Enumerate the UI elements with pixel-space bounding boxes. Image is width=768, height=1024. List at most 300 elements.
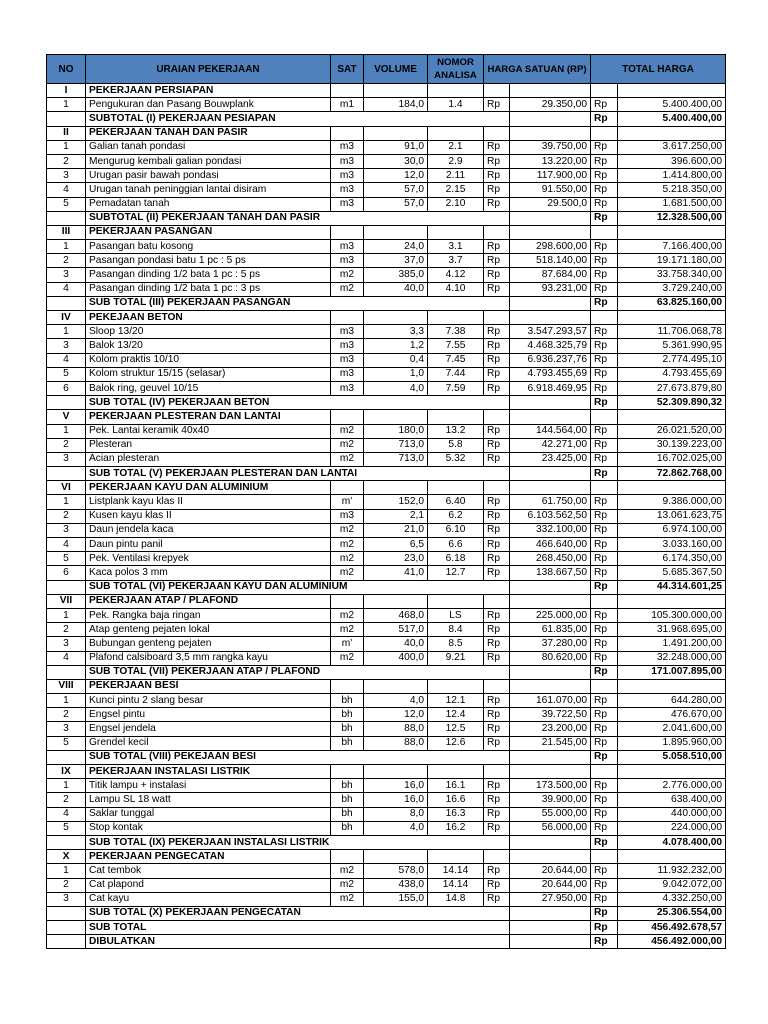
row-currency: Rp xyxy=(591,637,618,651)
row-description: Acian plesteran xyxy=(86,452,331,466)
row-unit: m3 xyxy=(331,325,364,339)
table-row xyxy=(47,623,726,637)
row-volume: 41,0 xyxy=(364,566,428,580)
subtotal-value: 456.492.000,00 xyxy=(618,935,726,949)
row-no: 1 xyxy=(47,98,86,112)
subtotal-value: 456.492.678,57 xyxy=(618,921,726,935)
row-analisa: 7.44 xyxy=(428,367,484,381)
table-row xyxy=(47,367,726,381)
row-unit: bh xyxy=(331,821,364,835)
row-no: X xyxy=(47,850,86,864)
row-currency: Rp xyxy=(591,807,618,821)
table-row xyxy=(47,197,726,211)
row-description: Engsel jendela xyxy=(86,722,331,736)
table-row xyxy=(47,694,726,708)
row-unit: m3 xyxy=(331,197,364,211)
row-no: 3 xyxy=(47,169,86,183)
row-no: 1 xyxy=(47,608,86,622)
table-row xyxy=(47,708,726,722)
row-no: 1 xyxy=(47,694,86,708)
row-unit: m3 xyxy=(331,169,364,183)
row-currency: Rp xyxy=(591,722,618,736)
row-no: 6 xyxy=(47,566,86,580)
row-total: 7.166.400,00 xyxy=(618,240,726,254)
row-analisa: 6.18 xyxy=(428,552,484,566)
cell-analisa xyxy=(428,410,484,424)
cell-total xyxy=(618,765,726,779)
row-unit-price: 518.140,00 xyxy=(510,254,591,268)
row-total: 5.685.367,50 xyxy=(618,566,726,580)
row-currency: Rp xyxy=(484,325,510,339)
row-analisa: 4.10 xyxy=(428,282,484,296)
row-unit-price: 298.600,00 xyxy=(510,240,591,254)
table-row xyxy=(47,509,726,523)
cell-no xyxy=(47,112,86,126)
row-total: 3.729.240,00 xyxy=(618,282,726,296)
row-currency: Rp xyxy=(484,495,510,509)
row-currency: Rp xyxy=(484,523,510,537)
row-currency: Rp xyxy=(591,424,618,438)
cell-no xyxy=(47,396,86,410)
row-total: 440.000,00 xyxy=(618,807,726,821)
cell-volume xyxy=(364,84,428,98)
row-currency: Rp xyxy=(484,807,510,821)
row-no: VIII xyxy=(47,679,86,693)
row-analisa: 2.11 xyxy=(428,169,484,183)
cell-sat xyxy=(331,765,364,779)
subtotal-row xyxy=(47,750,726,764)
cell-blank xyxy=(510,467,591,481)
row-currency: Rp xyxy=(484,140,510,154)
cell-analisa xyxy=(428,594,484,608)
row-currency: Rp xyxy=(591,282,618,296)
row-unit: m2 xyxy=(331,892,364,906)
row-analisa: 7.38 xyxy=(428,325,484,339)
row-analisa: 16.2 xyxy=(428,821,484,835)
row-currency: Rp xyxy=(591,197,618,211)
cell-blank xyxy=(510,112,591,126)
cell-analisa xyxy=(428,84,484,98)
row-unit-price: 161.070,00 xyxy=(510,694,591,708)
cell-no xyxy=(47,906,86,920)
row-total: 5.218.350,00 xyxy=(618,183,726,197)
subtotal-value: 12.328.500,00 xyxy=(618,211,726,225)
row-currency: Rp xyxy=(484,339,510,353)
subtotal-value: 63.825.160,00 xyxy=(618,296,726,310)
section-title: PEKERJAAN ATAP / PLAFOND xyxy=(86,594,331,608)
row-volume: 12,0 xyxy=(364,708,428,722)
row-volume: 713,0 xyxy=(364,452,428,466)
row-description: Kusen kayu klas II xyxy=(86,509,331,523)
cell-no xyxy=(47,467,86,481)
row-description: Urugan tanah peninggian lantai disiram xyxy=(86,183,331,197)
header-total-harga: TOTAL HARGA xyxy=(591,55,726,84)
subtotal-label: SUB TOTAL (IX) PEKERJAAN INSTALASI LISTRIK xyxy=(86,835,510,849)
row-total: 9.042.072,00 xyxy=(618,878,726,892)
row-unit-price: 61.835,00 xyxy=(510,623,591,637)
row-analisa: 12.5 xyxy=(428,722,484,736)
row-description: Kunci pintu 2 slang besar xyxy=(86,694,331,708)
row-analisa: 7.59 xyxy=(428,381,484,395)
cell-volume xyxy=(364,410,428,424)
row-unit: m3 xyxy=(331,183,364,197)
cell-rp xyxy=(484,410,510,424)
subtotal-row xyxy=(47,296,726,310)
row-currency: Rp xyxy=(484,282,510,296)
row-unit: bh xyxy=(331,793,364,807)
cell-analisa xyxy=(428,311,484,325)
table-row xyxy=(47,807,726,821)
row-analisa: 14.8 xyxy=(428,892,484,906)
cell-rp xyxy=(484,481,510,495)
row-no: 4 xyxy=(47,282,86,296)
table-row xyxy=(47,353,726,367)
row-analisa: 13.2 xyxy=(428,424,484,438)
row-unit: m2 xyxy=(331,523,364,537)
cell-no xyxy=(47,296,86,310)
row-currency: Rp xyxy=(591,325,618,339)
row-volume: 16,0 xyxy=(364,779,428,793)
cell-rp xyxy=(484,225,510,239)
row-unit-price: 268.450,00 xyxy=(510,552,591,566)
row-no: 2 xyxy=(47,878,86,892)
row-unit: m3 xyxy=(331,509,364,523)
section-title: PEKERJAAN TANAH DAN PASIR xyxy=(86,126,331,140)
row-currency: Rp xyxy=(484,651,510,665)
row-analisa: 3.7 xyxy=(428,254,484,268)
row-no: 5 xyxy=(47,552,86,566)
subtotal-currency: Rp xyxy=(591,296,618,310)
row-currency: Rp xyxy=(591,98,618,112)
row-unit: m2 xyxy=(331,282,364,296)
row-volume: 21,0 xyxy=(364,523,428,537)
cell-total xyxy=(618,679,726,693)
row-volume: 88,0 xyxy=(364,736,428,750)
row-currency: Rp xyxy=(484,892,510,906)
table-row xyxy=(47,552,726,566)
cell-rp xyxy=(591,410,618,424)
cell-harga-satuan xyxy=(510,311,591,325)
table-row xyxy=(47,651,726,665)
row-currency: Rp xyxy=(591,339,618,353)
cell-rp xyxy=(591,84,618,98)
row-volume: 88,0 xyxy=(364,722,428,736)
cell-sat xyxy=(331,84,364,98)
row-currency: Rp xyxy=(591,651,618,665)
row-no: IX xyxy=(47,765,86,779)
row-unit: m2 xyxy=(331,566,364,580)
row-volume: 30,0 xyxy=(364,154,428,168)
row-currency: Rp xyxy=(591,353,618,367)
row-currency: Rp xyxy=(484,623,510,637)
row-unit-price: 117.900,00 xyxy=(510,169,591,183)
section-title: PEKEJAAN BETON xyxy=(86,311,331,325)
section-header-row xyxy=(47,84,726,98)
cell-rp xyxy=(591,765,618,779)
row-currency: Rp xyxy=(591,495,618,509)
table-row xyxy=(47,254,726,268)
row-analisa: 3.1 xyxy=(428,240,484,254)
cell-rp xyxy=(591,225,618,239)
row-total: 224.000,00 xyxy=(618,821,726,835)
row-no: 3 xyxy=(47,523,86,537)
row-unit-price: 225.000,00 xyxy=(510,608,591,622)
row-volume: 91,0 xyxy=(364,140,428,154)
cell-volume xyxy=(364,594,428,608)
row-analisa: 12.1 xyxy=(428,694,484,708)
table-row xyxy=(47,169,726,183)
row-description: Cat plapond xyxy=(86,878,331,892)
row-currency: Rp xyxy=(484,509,510,523)
section-title: PEKERJAAN PLESTERAN DAN LANTAI xyxy=(86,410,331,424)
row-currency: Rp xyxy=(591,864,618,878)
subtotal-row xyxy=(47,112,726,126)
cell-volume xyxy=(364,225,428,239)
row-no: 1 xyxy=(47,424,86,438)
row-volume: 517,0 xyxy=(364,623,428,637)
row-description: Listplank kayu klas II xyxy=(86,495,331,509)
row-currency: Rp xyxy=(591,154,618,168)
row-no: 2 xyxy=(47,438,86,452)
subtotal-label: SUB TOTAL (VIII) PEKEJAAN BESI xyxy=(86,750,510,764)
cell-sat xyxy=(331,679,364,693)
section-title: PEKERJAAN PASANGAN xyxy=(86,225,331,239)
header-harga-satuan: HARGA SATUAN (RP) xyxy=(484,55,591,84)
subtotal-label: SUB TOTAL (IV) PEKERJAAN BETON xyxy=(86,396,510,410)
row-total: 11.932.232,00 xyxy=(618,864,726,878)
cell-blank xyxy=(510,835,591,849)
row-unit: bh xyxy=(331,722,364,736)
subtotal-currency: Rp xyxy=(591,935,618,949)
row-no: 6 xyxy=(47,381,86,395)
subtotal-label: SUBTOTAL (I) PEKERJAAN PESIAPAN xyxy=(86,112,510,126)
row-analisa: 1.4 xyxy=(428,98,484,112)
row-total: 3.617.250,00 xyxy=(618,140,726,154)
row-volume: 37,0 xyxy=(364,254,428,268)
row-currency: Rp xyxy=(484,821,510,835)
row-description: Plafond calsiboard 3,5 mm rangka kayu xyxy=(86,651,331,665)
row-description: Pengukuran dan Pasang Bouwplank xyxy=(86,98,331,112)
row-description: Atap genteng pejaten lokal xyxy=(86,623,331,637)
row-no: I xyxy=(47,84,86,98)
section-title: PEKERJAAN KAYU DAN ALUMINIUM xyxy=(86,481,331,495)
row-unit-price: 80.620,00 xyxy=(510,651,591,665)
subtotal-value: 72.862.768,00 xyxy=(618,467,726,481)
row-volume: 2,1 xyxy=(364,509,428,523)
table-row xyxy=(47,892,726,906)
row-unit-price: 39.900,00 xyxy=(510,793,591,807)
row-analisa: 2.1 xyxy=(428,140,484,154)
row-description: Grendel kecil xyxy=(86,736,331,750)
row-unit-price: 39.750,00 xyxy=(510,140,591,154)
row-unit-price: 4.793.455,69 xyxy=(510,367,591,381)
cell-harga-satuan xyxy=(510,84,591,98)
row-description: Sloop 13/20 xyxy=(86,325,331,339)
row-currency: Rp xyxy=(591,438,618,452)
row-analisa: 9.21 xyxy=(428,651,484,665)
table-row xyxy=(47,282,726,296)
subtotal-value: 25.306.554,00 xyxy=(618,906,726,920)
subtotal-label: SUB TOTAL (VII) PEKERJAAN ATAP / PLAFOND xyxy=(86,665,510,679)
row-description: Lampu SL 18 watt xyxy=(86,793,331,807)
cell-rp xyxy=(591,311,618,325)
row-volume: 180,0 xyxy=(364,424,428,438)
cell-blank xyxy=(510,211,591,225)
row-currency: Rp xyxy=(591,779,618,793)
row-no: 5 xyxy=(47,736,86,750)
row-currency: Rp xyxy=(484,183,510,197)
cell-rp xyxy=(484,84,510,98)
row-unit-price: 55.000,00 xyxy=(510,807,591,821)
row-volume: 4,0 xyxy=(364,821,428,835)
row-no: 2 xyxy=(47,509,86,523)
row-volume: 4,0 xyxy=(364,694,428,708)
table-row xyxy=(47,98,726,112)
cell-harga-satuan xyxy=(510,126,591,140)
cell-harga-satuan xyxy=(510,410,591,424)
subtotal-value: 52.309.890,32 xyxy=(618,396,726,410)
row-total: 6.974.100,00 xyxy=(618,523,726,537)
subtotal-row xyxy=(47,935,726,949)
cell-sat xyxy=(331,850,364,864)
subtotal-currency: Rp xyxy=(591,906,618,920)
subtotal-currency: Rp xyxy=(591,112,618,126)
row-currency: Rp xyxy=(591,240,618,254)
row-currency: Rp xyxy=(484,608,510,622)
row-unit: m2 xyxy=(331,608,364,622)
cell-no xyxy=(47,750,86,764)
row-no: 5 xyxy=(47,367,86,381)
row-total: 2.041.600,00 xyxy=(618,722,726,736)
row-unit-price: 13.220,00 xyxy=(510,154,591,168)
table-row xyxy=(47,538,726,552)
row-currency: Rp xyxy=(484,864,510,878)
cell-rp xyxy=(484,311,510,325)
table-row xyxy=(47,779,726,793)
row-unit: m2 xyxy=(331,424,364,438)
section-header-row xyxy=(47,126,726,140)
cell-analisa xyxy=(428,481,484,495)
row-volume: 8,0 xyxy=(364,807,428,821)
row-volume: 40,0 xyxy=(364,282,428,296)
row-unit-price: 29.350,00 xyxy=(510,98,591,112)
row-description: Bubungan genteng pejaten xyxy=(86,637,331,651)
row-no: V xyxy=(47,410,86,424)
row-total: 1.491.200,00 xyxy=(618,637,726,651)
subtotal-row xyxy=(47,211,726,225)
row-unit: m2 xyxy=(331,438,364,452)
cell-analisa xyxy=(428,679,484,693)
subtotal-label: SUB TOTAL xyxy=(86,921,510,935)
row-volume: 24,0 xyxy=(364,240,428,254)
row-analisa: 12.7 xyxy=(428,566,484,580)
row-description: Galian tanah pondasi xyxy=(86,140,331,154)
row-volume: 184,0 xyxy=(364,98,428,112)
cell-blank xyxy=(510,665,591,679)
row-unit-price: 23.425,00 xyxy=(510,452,591,466)
row-volume: 713,0 xyxy=(364,438,428,452)
row-unit: bh xyxy=(331,807,364,821)
row-unit: m2 xyxy=(331,552,364,566)
cell-blank xyxy=(510,935,591,949)
cell-no xyxy=(47,921,86,935)
row-description: Saklar tunggal xyxy=(86,807,331,821)
cell-analisa xyxy=(428,126,484,140)
row-unit: bh xyxy=(331,736,364,750)
cell-no xyxy=(47,580,86,594)
row-analisa: 2.15 xyxy=(428,183,484,197)
row-unit-price: 29.500,0 xyxy=(510,197,591,211)
row-unit-price: 23.200,00 xyxy=(510,722,591,736)
cell-volume xyxy=(364,311,428,325)
header-uraian: URAIAN PEKERJAAN xyxy=(86,55,331,84)
row-volume: 3,3 xyxy=(364,325,428,339)
table-row xyxy=(47,438,726,452)
subtotal-value: 5.058.510,00 xyxy=(618,750,726,764)
section-title: PEKERJAAN PERSIAPAN xyxy=(86,84,331,98)
row-no: 3 xyxy=(47,722,86,736)
row-volume: 385,0 xyxy=(364,268,428,282)
row-no: 1 xyxy=(47,140,86,154)
row-unit-price: 20.644,00 xyxy=(510,864,591,878)
row-total: 4.332.250,00 xyxy=(618,892,726,906)
row-analisa: 4.12 xyxy=(428,268,484,282)
row-analisa: 16.3 xyxy=(428,807,484,821)
row-no: 3 xyxy=(47,637,86,651)
row-volume: 0,4 xyxy=(364,353,428,367)
row-total: 30.139.223,00 xyxy=(618,438,726,452)
row-total: 33.758.340,00 xyxy=(618,268,726,282)
subtotal-row xyxy=(47,665,726,679)
cell-total xyxy=(618,850,726,864)
row-unit: m3 xyxy=(331,381,364,395)
row-total: 27.673.879,80 xyxy=(618,381,726,395)
row-currency: Rp xyxy=(591,538,618,552)
subtotal-value: 5.400.400,00 xyxy=(618,112,726,126)
cell-rp xyxy=(484,594,510,608)
table-header-row xyxy=(47,55,726,84)
row-currency: Rp xyxy=(484,566,510,580)
cell-analisa xyxy=(428,225,484,239)
row-description: Pasangan dinding 1/2 bata 1 pc : 5 ps xyxy=(86,268,331,282)
cell-volume xyxy=(364,765,428,779)
cell-total xyxy=(618,84,726,98)
row-no: VII xyxy=(47,594,86,608)
cell-rp xyxy=(484,765,510,779)
row-description: Urugan pasir bawah pondasi xyxy=(86,169,331,183)
subtotal-currency: Rp xyxy=(591,835,618,849)
row-currency: Rp xyxy=(591,381,618,395)
subtotal-value: 44.314.601,25 xyxy=(618,580,726,594)
cell-blank xyxy=(510,396,591,410)
row-unit: m2 xyxy=(331,268,364,282)
row-total: 2.774.495,10 xyxy=(618,353,726,367)
cell-sat xyxy=(331,481,364,495)
row-analisa: 2.10 xyxy=(428,197,484,211)
row-unit-price: 21.545,00 xyxy=(510,736,591,750)
row-analisa: 14.14 xyxy=(428,864,484,878)
row-currency: Rp xyxy=(591,254,618,268)
row-description: Stop kontak xyxy=(86,821,331,835)
row-description: Pasangan dinding 1/2 bata 1 pc : 3 ps xyxy=(86,282,331,296)
row-no: 3 xyxy=(47,268,86,282)
row-volume: 152,0 xyxy=(364,495,428,509)
row-total: 32.248.000,00 xyxy=(618,651,726,665)
row-description: Engsel pintu xyxy=(86,708,331,722)
row-volume: 4,0 xyxy=(364,381,428,395)
cell-volume xyxy=(364,481,428,495)
row-unit: m2 xyxy=(331,623,364,637)
